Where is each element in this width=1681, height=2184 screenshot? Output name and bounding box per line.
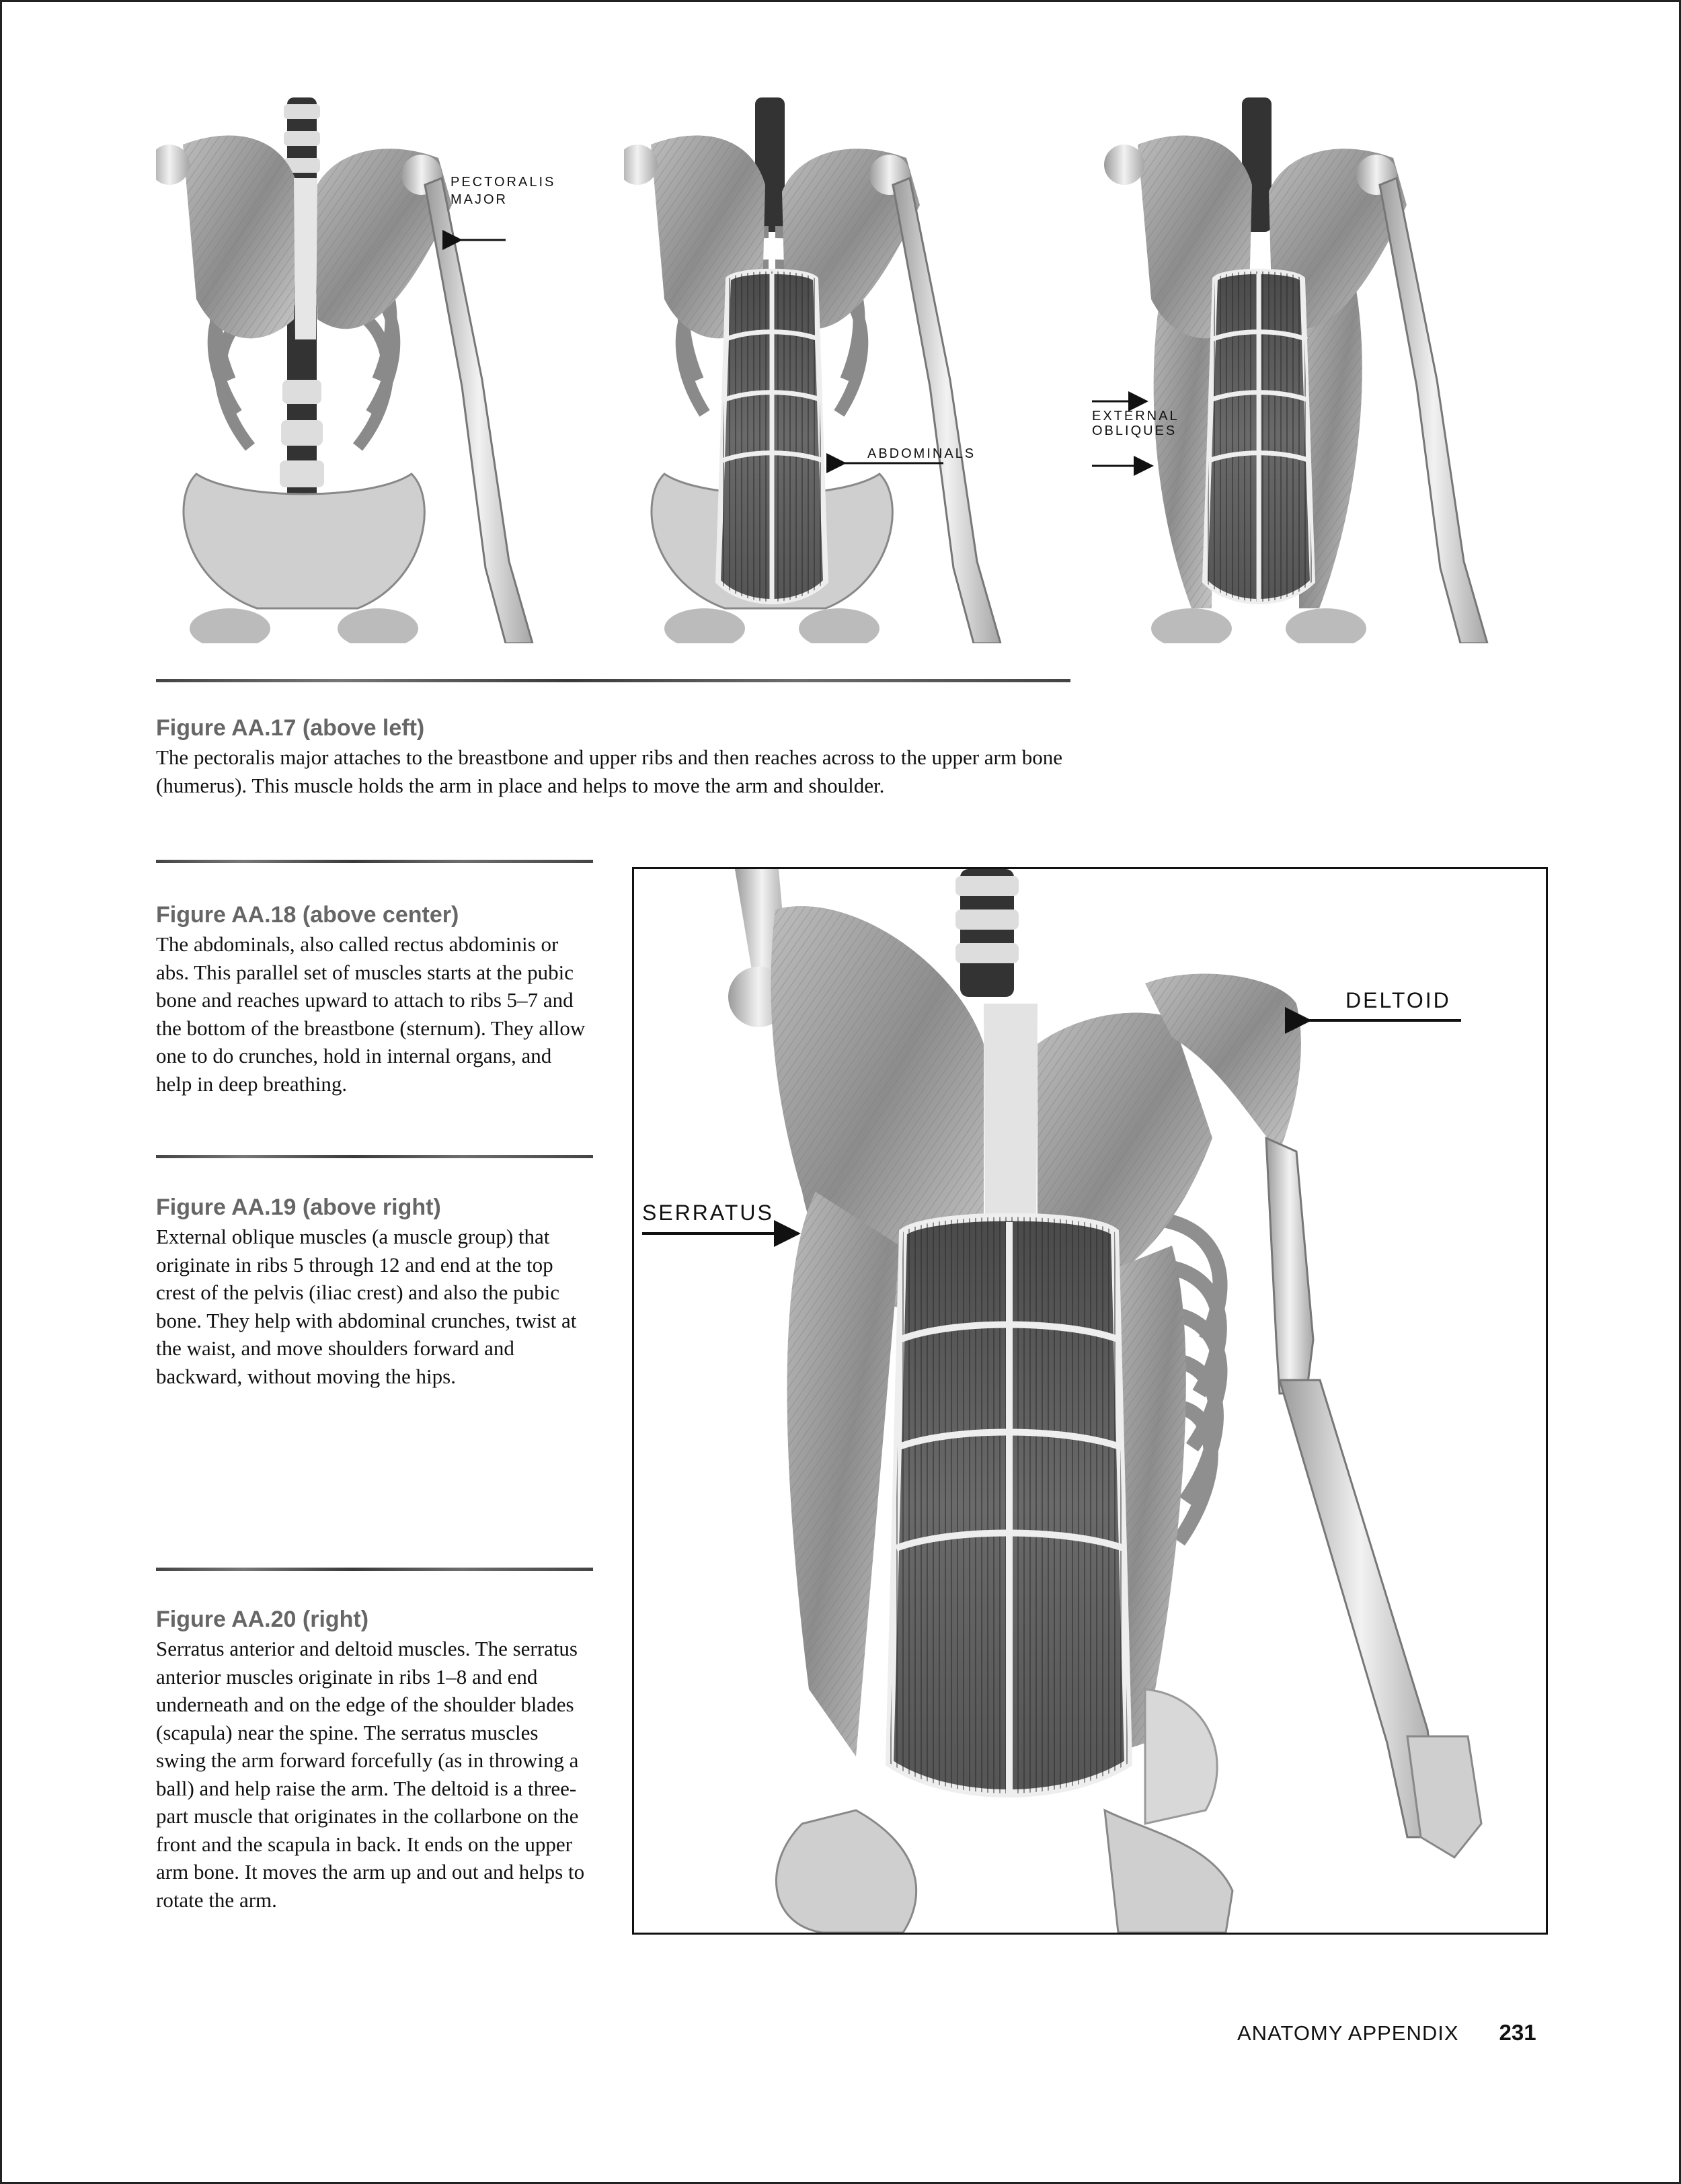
pectoralis-label-line1: PECTORALIS — [451, 175, 556, 190]
caption-body: The abdominals, also called rectus abdominis or abs. This parallel set of muscles starts at the pubic bone and reaches upward to attach to ribs 5–7 and the bottom of the breastbone (sternum). They allow one to do crunches, hold in internal organs, and help in deep breathing. — [156, 932, 586, 1096]
divider-rule-aa20 — [156, 1568, 593, 1571]
serratus-label: SERRATUS — [642, 1201, 774, 1225]
figure-pectoralis-illustration — [156, 97, 593, 643]
divider-rule-aa18 — [156, 860, 593, 863]
caption-title: Figure AA.19 (above right) — [156, 1195, 441, 1220]
obliques-label-line2: OBLIQUES — [1092, 423, 1177, 438]
footer-section-title: ANATOMY APPENDIX — [1237, 2021, 1459, 2045]
caption-figure-aa17 — [156, 714, 1077, 799]
caption-title: Figure AA.18 (above center) — [156, 902, 459, 928]
obliques-torso-drawing — [1091, 97, 1548, 643]
caption-body: The pectoralis major attaches to the breastbone and upper ribs and then reaches across to the upper arm bone (humerus). This muscle holds the arm in place and helps to move the arm and shoulder. — [156, 745, 1062, 797]
abdominals-torso-drawing — [624, 97, 1061, 643]
caption-title: Figure AA.20 (right) — [156, 1607, 369, 1632]
figure-obliques-illustration — [1091, 97, 1548, 643]
divider-rule-top — [156, 679, 1070, 682]
pectoralis-torso-drawing — [156, 97, 593, 643]
pectoralis-label-line2: MAJOR — [451, 192, 508, 207]
obliques-label-line1: EXTERNAL — [1092, 409, 1179, 423]
caption-title: Figure AA.17 (above left) — [156, 715, 425, 741]
page-number: 231 — [1499, 2020, 1536, 2045]
caption-figure-aa20 — [156, 1605, 586, 1914]
figure-serratus-deltoid-illustration — [632, 867, 1548, 1935]
serratus-deltoid-torso-drawing — [634, 869, 1546, 1933]
page-footer — [1237, 2020, 1536, 2054]
caption-figure-aa18 — [156, 901, 586, 1098]
caption-body: Serratus anterior and deltoid muscles. The serratus anterior muscles originate in ribs 1–8 and end underneath and on the edge of the shoulder blades (scapula) near the spine. The serratus muscles swing the arm forward forcefully (as in throwing a ball) and help raise the arm. The deltoid is a three-part muscle that originates in the collarbone on the front and the scapula in back. It ends on the upper arm bone. It moves the arm up and out and helps to rotate the arm. — [156, 1637, 585, 1912]
figure-abdominals-illustration — [624, 97, 1061, 643]
caption-body: External oblique muscles (a muscle group) that originate in ribs 5 through 12 and end at the top crest of the pelvis (iliac crest) and also the pubic bone. They help with abdominal crunches, twist at the waist, and move shoulders forward and backward, without moving the hips. — [156, 1225, 577, 1388]
divider-rule-aa19 — [156, 1155, 593, 1158]
caption-figure-aa19 — [156, 1193, 586, 1390]
deltoid-label: DELTOID — [1345, 988, 1451, 1012]
abdominals-label: ABDOMINALS — [867, 446, 976, 461]
